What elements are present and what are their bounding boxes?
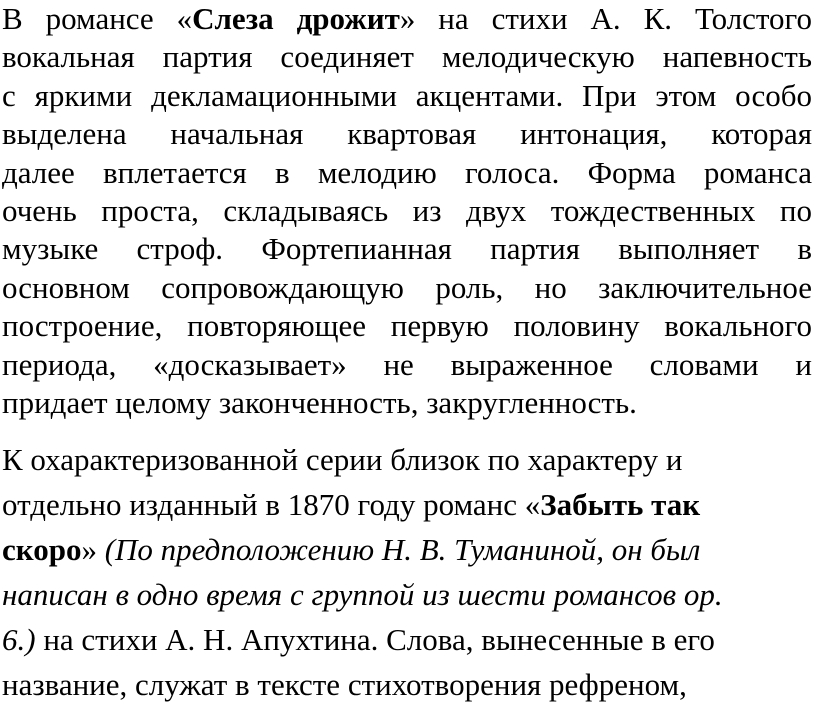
text-span: на стихи А. Н. Апухтина. Слова, вынесенные в его — [35, 622, 715, 657]
paragraph-romance-zabyt-tak-skoro — [2, 437, 812, 707]
text-line-6: очень проста, складываясь из двух тождественных по — [2, 192, 812, 228]
text-line-16 — [2, 617, 812, 662]
text-span: » — [81, 532, 105, 567]
text-span: отдельно изданный в 1870 году романс « — [2, 487, 541, 522]
italic-note: 6.) — [2, 622, 36, 657]
text-line-8: основном сопровождающую роль, но заключительное — [2, 269, 812, 305]
text-line-4: выделена начальная квартовая интонация, которая — [2, 116, 812, 152]
romance-title-bold: Забыть так — [540, 487, 701, 522]
text-line-2: вокальная партия соединяет мелодическую напевность — [2, 39, 812, 75]
text-line-3: с яркими декламационными акцентами. При этом особо — [2, 77, 812, 113]
text-line-13 — [2, 482, 812, 527]
text-span: В романсе « — [2, 1, 193, 36]
text-line-12: К охарактеризованной серии близок по характеру и — [2, 442, 683, 477]
text-line-17: название, служат в тексте стихотворения рефреном, — [2, 667, 687, 702]
text-line-11: придает целому законченность, закругленность. — [2, 384, 637, 420]
text-line-15 — [2, 572, 812, 617]
text-line-14 — [2, 527, 812, 572]
text-line-9: построение, повторяющее первую половину вокального — [2, 308, 812, 344]
romance-title-bold: Слеза дрожит — [192, 1, 400, 36]
text-line-5: далее вплетается в мелодию голоса. Форма романса — [2, 154, 812, 190]
text-line-10: периода, «досказывает» не выраженное словами и — [2, 346, 812, 382]
paragraph-romance-sleza-drozhit — [2, 0, 812, 422]
text-line-1 — [2, 0, 812, 38]
italic-note: написан в одно время с группой из шести романсов ор. — [2, 577, 723, 612]
italic-note: (По предположению Н. В. Туманиной, он был — [104, 532, 701, 567]
text-span: » на стихи А. К. Толстого — [399, 1, 812, 36]
romance-title-bold: скоро — [2, 532, 82, 567]
text-line-7: музыке строф. Фортепианная партия выполняет в — [2, 231, 812, 267]
